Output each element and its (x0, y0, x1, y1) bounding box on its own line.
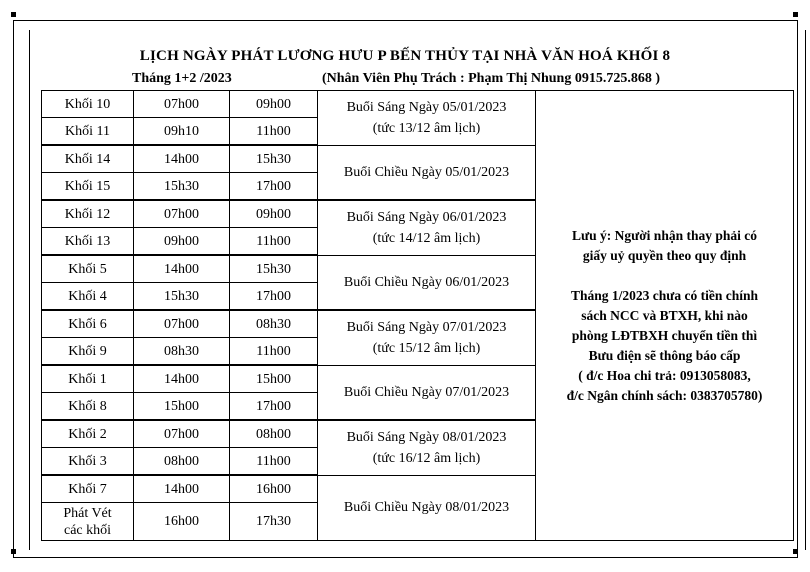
khoi-label-line: Phát Vét (63, 505, 112, 521)
note-line: Lưu ý: Người nhận thay phải có (572, 227, 757, 243)
khoi-cell: Khối 10 (42, 91, 134, 118)
start-time-cell: 14h00 (134, 475, 230, 503)
end-time-cell: 16h00 (230, 475, 318, 503)
session-cell (318, 91, 536, 146)
session-cell (318, 420, 536, 475)
start-time-cell: 09h00 (134, 228, 230, 256)
end-time-cell: 15h30 (230, 145, 318, 173)
frame-inner-right-line (805, 30, 806, 550)
session-lunar-date: (tức 13/12 âm lịch) (372, 120, 481, 136)
frame-corner-marker (11, 549, 16, 554)
start-time-cell: 16h00 (134, 503, 230, 541)
end-time-cell: 08h00 (230, 420, 318, 448)
session-lunar-date: (tức 15/12 âm lịch) (372, 340, 481, 356)
khoi-cell (42, 503, 134, 541)
khoi-cell: Khối 14 (42, 145, 134, 173)
frame-corner-marker (11, 12, 16, 17)
start-time-cell: 09h10 (134, 118, 230, 146)
session-date: Buổi Sáng Ngày 05/01/2023 (346, 99, 507, 115)
start-time-cell: 15h30 (134, 173, 230, 201)
session-date: Buổi Chiều Ngày 05/01/2023 (343, 164, 510, 180)
note-line: Tháng 1/2023 chưa có tiền chính (570, 287, 758, 303)
end-time-cell: 09h00 (230, 200, 318, 228)
frame-bottom-line (13, 557, 797, 558)
frame-corner-marker (793, 12, 798, 17)
note-line: đ/c Ngân chính sách: 0383705780) (566, 387, 763, 403)
staff-label: (Nhân Viên Phụ Trách : Phạm Thị Nhung 0915.725.868 ) (322, 71, 661, 86)
end-time-cell: 17h00 (230, 283, 318, 311)
start-time-cell: 08h00 (134, 448, 230, 476)
start-time-cell: 07h00 (134, 420, 230, 448)
note-line: ( đ/c Hoa chi trả: 0913058083, (578, 367, 751, 383)
start-time-cell: 08h30 (134, 338, 230, 366)
session-date: Buổi Sáng Ngày 08/01/2023 (346, 429, 507, 445)
start-time-cell: 14h00 (134, 365, 230, 393)
session-date: Buổi Sáng Ngày 06/01/2023 (346, 209, 507, 225)
frame-left-line (13, 20, 14, 558)
end-time-cell: 11h00 (230, 448, 318, 476)
session-cell (318, 475, 536, 541)
session-date: Buổi Sáng Ngày 07/01/2023 (346, 319, 507, 335)
session-cell (318, 200, 536, 255)
khoi-cell: Khối 5 (42, 255, 134, 283)
frame-corner-marker (793, 549, 798, 554)
frame-right-line (797, 20, 798, 558)
page-title: LỊCH NGÀY PHÁT LƯƠNG HƯU P BẾN THỦY TẠI NHÀ VĂN HOÁ KHỐI 8 (139, 48, 671, 64)
end-time-cell: 08h30 (230, 310, 318, 338)
session-cell (318, 145, 536, 200)
end-time-cell: 15h00 (230, 365, 318, 393)
khoi-cell: Khối 4 (42, 283, 134, 311)
khoi-cell: Khối 8 (42, 393, 134, 421)
session-date: Buổi Chiều Ngày 06/01/2023 (343, 274, 510, 290)
start-time-cell: 15h30 (134, 283, 230, 311)
note-line: giấy uỷ quyền theo quy định (582, 247, 747, 263)
session-lunar-date: (tức 16/12 âm lịch) (372, 450, 481, 466)
end-time-cell: 09h00 (230, 91, 318, 118)
note-line: Bưu điện sẽ thông báo cấp (588, 347, 741, 363)
khoi-cell: Khối 15 (42, 173, 134, 201)
note-cell (536, 91, 794, 541)
session-date: Buổi Chiều Ngày 08/01/2023 (343, 500, 510, 516)
end-time-cell: 11h00 (230, 338, 318, 366)
session-cell (318, 310, 536, 365)
period-label: Tháng 1+2 /2023 (132, 71, 232, 86)
start-time-cell: 15h00 (134, 393, 230, 421)
start-time-cell: 14h00 (134, 255, 230, 283)
khoi-label-line: các khối (63, 522, 112, 538)
khoi-cell: Khối 6 (42, 310, 134, 338)
khoi-cell: Khối 9 (42, 338, 134, 366)
end-time-cell: 11h00 (230, 228, 318, 256)
end-time-cell: 17h00 (230, 173, 318, 201)
khoi-cell: Khối 12 (42, 200, 134, 228)
table-row (42, 91, 794, 118)
schedule-table (41, 90, 794, 541)
end-time-cell: 17h30 (230, 503, 318, 541)
frame-inner-left-line (29, 30, 30, 550)
end-time-cell: 15h30 (230, 255, 318, 283)
session-lunar-date: (tức 14/12 âm lịch) (372, 230, 481, 246)
khoi-cell: Khối 11 (42, 118, 134, 146)
session-cell (318, 255, 536, 310)
khoi-cell: Khối 1 (42, 365, 134, 393)
session-cell (318, 365, 536, 420)
khoi-cell: Khối 13 (42, 228, 134, 256)
end-time-cell: 17h00 (230, 393, 318, 421)
frame-top-line (13, 20, 797, 21)
session-date: Buổi Chiều Ngày 07/01/2023 (343, 384, 510, 400)
khoi-cell: Khối 3 (42, 448, 134, 476)
note-line: phòng LĐTBXH chuyển tiền thì (571, 327, 758, 343)
end-time-cell: 11h00 (230, 118, 318, 146)
khoi-cell: Khối 7 (42, 475, 134, 503)
start-time-cell: 07h00 (134, 200, 230, 228)
khoi-cell: Khối 2 (42, 420, 134, 448)
start-time-cell: 07h00 (134, 310, 230, 338)
note-line: sách NCC và BTXH, khi nào (581, 307, 748, 323)
start-time-cell: 14h00 (134, 145, 230, 173)
start-time-cell: 07h00 (134, 91, 230, 118)
